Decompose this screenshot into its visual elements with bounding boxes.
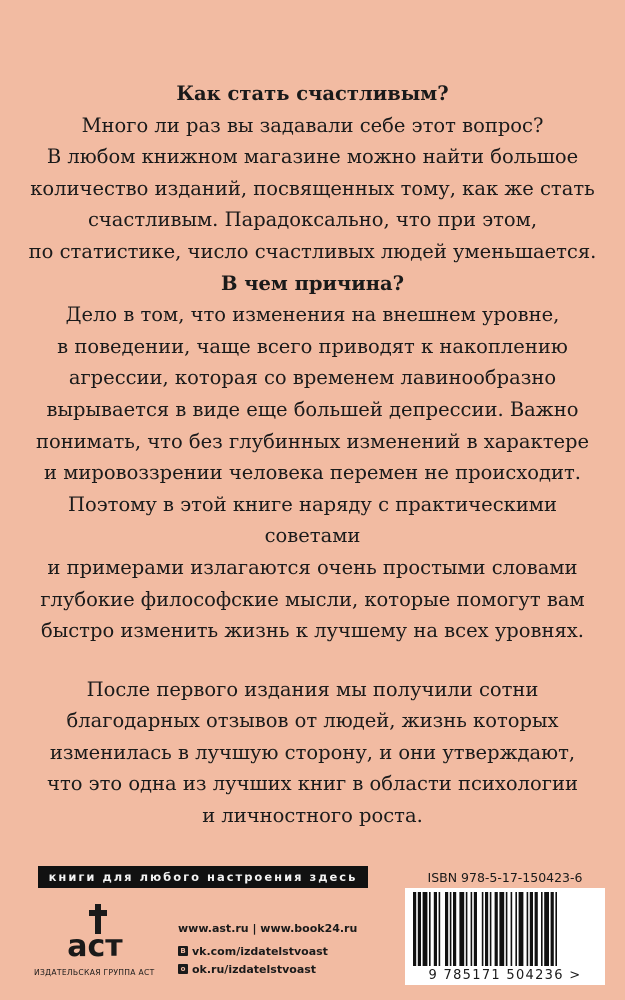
barcode-bar: [527, 892, 529, 966]
paragraph-line: После первого издания мы получили сотни: [86, 677, 539, 701]
barcode-bar: [453, 892, 456, 966]
ok-url[interactable]: ok.ru/izdatelstvoast: [192, 962, 317, 976]
barcode-bar: [495, 892, 498, 966]
barcode-bars: [413, 892, 597, 966]
paragraph-line: количество изданий, посвященных тому, как же стать: [30, 176, 595, 200]
back-cover-text: [20, 78, 605, 832]
paragraph-line: глубокие философские мысли, которые помогут вам: [40, 587, 585, 611]
publisher-name: ИЗДАТЕЛЬСКАЯ ГРУППА АСТ: [34, 968, 155, 977]
ast-logo: [55, 900, 135, 962]
barcode-bar: [439, 892, 441, 966]
barcode-bar: [474, 892, 477, 966]
paragraph-line: вырывается в виде еще большей депрессии. Важно: [46, 397, 579, 421]
heading-what-is-the-reason: В чем причина?: [220, 271, 405, 295]
barcode-bar: [450, 892, 452, 966]
paragraph-line: быстро изменить жизнь к лучшему на всех уровнях.: [41, 619, 584, 643]
paragraph-line: в поведении, чаще всего приводят к накоплению: [57, 334, 568, 358]
barcode-bar: [459, 892, 464, 966]
barcode-bar: [423, 892, 428, 966]
barcode-bar: [515, 892, 517, 966]
isbn-label: ISBN 978-5-17-150423-6: [427, 870, 583, 885]
barcode-bar: [418, 892, 421, 966]
barcode-bar: [413, 892, 416, 966]
tagline-banner: книги для любого настроения здесь: [38, 866, 368, 888]
barcode-bar: [530, 892, 533, 966]
paragraph-line: и мировоззрении человека перемен не происходит.: [44, 461, 581, 485]
barcode-bar: [499, 892, 504, 966]
paragraph-line: по статистике, число счастливых людей уменьшается.: [28, 239, 597, 263]
barcode-bar: [511, 892, 513, 966]
paragraph-line: Много ли раз вы задавали себе этот вопрос?: [81, 113, 544, 137]
paragraph-line: что это одна из лучших книг в области психологии: [47, 772, 578, 796]
paragraph-line: Дело в том, что изменения на внешнем уровне,: [65, 303, 560, 327]
ok-icon: о: [178, 964, 188, 974]
website-links[interactable]: www.ast.ru | www.book24.ru: [178, 922, 358, 935]
paragraph-line: благодарных отзывов от людей, жизнь которых: [66, 709, 559, 733]
barcode-bar: [555, 892, 557, 966]
vk-link[interactable]: [178, 942, 408, 960]
barcode-bar: [490, 892, 492, 966]
barcode-bar: [544, 892, 549, 966]
vk-url[interactable]: vk.com/izdatelstvoast: [192, 944, 328, 958]
barcode-bar: [541, 892, 543, 966]
barcode-bar: [434, 892, 437, 966]
paragraph-line: Поэтому в этой книге наряду с практическими советами: [68, 492, 557, 548]
paragraph-line: В любом книжном магазине можно найти большое: [46, 145, 579, 169]
paragraph-line: изменилась в лучшую сторону, и они утверждают,: [49, 740, 576, 764]
paragraph-line: понимать, что без глубинных изменений в характере: [35, 429, 590, 453]
barcode-bar: [429, 892, 431, 966]
barcode-bar: [551, 892, 554, 966]
paragraph-line: и примерами излагаются очень простыми словами: [47, 555, 578, 579]
barcode-bar: [482, 892, 484, 966]
barcode-bar: [445, 892, 448, 966]
logo-text: аст: [67, 929, 123, 962]
barcode-bar: [519, 892, 524, 966]
barcode: [405, 888, 605, 985]
barcode-bar: [466, 892, 468, 966]
barcode-bar: [506, 892, 508, 966]
barcode-bar: [471, 892, 473, 966]
paragraph-line: и личностного роста.: [202, 804, 423, 828]
ok-link[interactable]: [178, 960, 408, 978]
paragraph-line: агрессии, которая со временем лавинообразно: [68, 366, 557, 390]
barcode-bar: [535, 892, 538, 966]
barcode-digits: 9 785171 504236 >: [428, 968, 582, 983]
paragraph-line: счастливым. Парадоксально, что при этом,: [87, 208, 538, 232]
heading-how-to-be-happy: Как стать счастливым?: [176, 82, 449, 105]
publisher-links: [178, 922, 408, 978]
vk-icon: B: [178, 946, 188, 956]
barcode-bar: [485, 892, 488, 966]
